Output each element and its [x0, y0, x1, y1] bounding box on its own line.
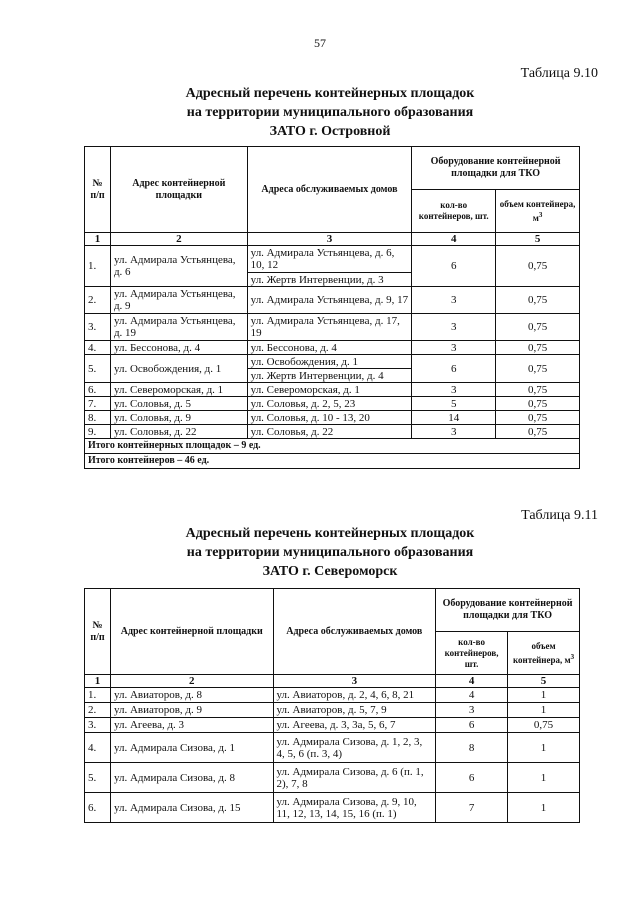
cell-count: 3 [412, 383, 496, 397]
cell-count: 14 [412, 411, 496, 425]
col-number: 2 [110, 675, 273, 688]
cell-address: ул. Освобождения, д. 1 [110, 355, 247, 383]
table-row [85, 355, 580, 369]
cell-count: 3 [412, 341, 496, 355]
cell-houses: ул. Адмирала Устьянцева, д. 6, 10, 12 [247, 246, 412, 273]
cell-houses: ул. Адмирала Устьянцева, д. 9, 17 [247, 287, 412, 314]
cell-num: 3. [85, 314, 111, 341]
col-number: 1 [85, 233, 111, 246]
cell-num: 2. [85, 287, 111, 314]
cell-houses: ул. Авиаторов, д. 5, 7, 9 [273, 703, 436, 718]
header-num: № п/п [85, 147, 111, 233]
heading-line: ЗАТО г. Островной [269, 124, 391, 139]
table-row [85, 287, 580, 314]
cell-address: ул. Адмирала Сизова, д. 8 [110, 763, 273, 793]
header-houses: Адреса обслуживаемых домов [273, 589, 436, 675]
table-row [85, 793, 580, 823]
cell-count: 4 [436, 688, 508, 703]
heading-line: Адресный перечень контейнерных площадок [185, 86, 475, 101]
cell-volume: 0,75 [496, 383, 580, 397]
total-sites: Итого контейнерных площадок – 9 ед. [85, 439, 580, 454]
table-heading [60, 524, 600, 581]
table-heading [60, 84, 600, 141]
table-row [85, 733, 580, 763]
total-sites-row [85, 439, 580, 454]
cell-volume: 0,75 [496, 355, 580, 383]
cell-volume: 1 [508, 733, 580, 763]
cell-volume: 1 [508, 703, 580, 718]
cell-volume: 1 [508, 793, 580, 823]
cell-houses: ул. Североморская, д. 1 [247, 383, 412, 397]
table-row [85, 341, 580, 355]
header-equipment: Оборудование контейнерной площадки для ТКО [436, 589, 580, 632]
table-row [85, 763, 580, 793]
cell-address: ул. Агеева, д. 3 [110, 718, 273, 733]
cell-houses: ул. Соловья, д. 10 - 13, 20 [247, 411, 412, 425]
col-number: 1 [85, 675, 111, 688]
cell-volume: 0,75 [496, 425, 580, 439]
cell-address: ул. Авиаторов, д. 8 [110, 688, 273, 703]
cell-address: ул. Адмирала Устьянцева, д. 9 [110, 287, 247, 314]
total-containers: Итого контейнеров – 46 ед. [85, 454, 580, 469]
table-row [85, 688, 580, 703]
table-row [85, 703, 580, 718]
cell-volume: 0,75 [496, 411, 580, 425]
header-num: № п/п [85, 589, 111, 675]
cell-volume: 1 [508, 688, 580, 703]
heading-line: на территории муниципального образования [186, 545, 474, 560]
header-address: Адрес контейнерной площадки [110, 589, 273, 675]
cell-houses: ул. Адмирала Сизова, д. 6 (п. 1, 2), 7, 8 [273, 763, 436, 793]
table-label: Таблица 9.10 [520, 66, 598, 81]
cell-num: 5. [85, 763, 111, 793]
containers-table-ostrovnoy [84, 146, 580, 469]
table-row [85, 411, 580, 425]
table-row [85, 425, 580, 439]
table-row [85, 383, 580, 397]
cell-num: 5. [85, 355, 111, 383]
cell-houses: ул. Соловья, д. 22 [247, 425, 412, 439]
cell-address: ул. Адмирала Устьянцева, д. 6 [110, 246, 247, 287]
cell-count: 6 [436, 763, 508, 793]
col-number: 3 [247, 233, 412, 246]
cell-count: 8 [436, 733, 508, 763]
cell-num: 3. [85, 718, 111, 733]
cell-num: 8. [85, 411, 111, 425]
cell-count: 3 [436, 703, 508, 718]
cell-houses: ул. Жертв Интервенции, д. 3 [247, 273, 412, 287]
cell-num: 6. [85, 383, 111, 397]
cell-volume: 0,75 [496, 341, 580, 355]
header-equipment: Оборудование контейнерной площадки для ТКО [412, 147, 580, 190]
cell-address: ул. Адмирала Устьянцева, д. 19 [110, 314, 247, 341]
cell-volume: 0,75 [496, 246, 580, 287]
col-number: 4 [412, 233, 496, 246]
cell-houses: ул. Агеева, д. 3, 3а, 5, 6, 7 [273, 718, 436, 733]
cell-count: 5 [412, 397, 496, 411]
total-containers-row [85, 454, 580, 469]
cell-num: 1. [85, 246, 111, 287]
cell-count: 3 [412, 314, 496, 341]
cell-address: ул. Бессонова, д. 4 [110, 341, 247, 355]
containers-table-severomorsk [84, 588, 580, 823]
cell-address: ул. Соловья, д. 22 [110, 425, 247, 439]
cell-volume: 0,75 [508, 718, 580, 733]
cell-houses: ул. Жертв Интервенции, д. 4 [247, 369, 412, 383]
heading-line: на территории муниципального образования [186, 105, 474, 120]
cell-volume: 0,75 [496, 397, 580, 411]
cell-address: ул. Адмирала Сизова, д. 15 [110, 793, 273, 823]
cell-houses: ул. Соловья, д. 2, 5, 23 [247, 397, 412, 411]
table-row [85, 246, 580, 273]
heading-line: ЗАТО г. Североморск [262, 564, 398, 579]
header-volume: объем контейнера, $м^3$ [508, 632, 580, 675]
column-numbers-row [85, 675, 580, 688]
table-row [85, 397, 580, 411]
table-label: Таблица 9.11 [521, 508, 598, 523]
col-number: 2 [110, 233, 247, 246]
cell-address: ул. Авиаторов, д. 9 [110, 703, 273, 718]
cell-houses: ул. Бессонова, д. 4 [247, 341, 412, 355]
cell-address: ул. Соловья, д. 9 [110, 411, 247, 425]
heading-line: Адресный перечень контейнерных площадок [185, 526, 475, 541]
col-number: 5 [496, 233, 580, 246]
col-number: 3 [273, 675, 436, 688]
cell-num: 1. [85, 688, 111, 703]
table-row [85, 314, 580, 341]
header-volume: объем контейнера, $м^3$ [496, 190, 580, 233]
cell-count: 3 [412, 425, 496, 439]
header-count: кол-во контейнеров, шт. [436, 632, 508, 675]
cell-num: 9. [85, 425, 111, 439]
page-number: 57 [314, 36, 326, 50]
col-number: 5 [508, 675, 580, 688]
header-houses: Адреса обслуживаемых домов [247, 147, 412, 233]
cell-count: 6 [412, 246, 496, 287]
cell-volume: 1 [508, 763, 580, 793]
cell-count: 6 [436, 718, 508, 733]
cell-houses: ул. Освобождения, д. 1 [247, 355, 412, 369]
col-number: 4 [436, 675, 508, 688]
column-numbers-row [85, 233, 580, 246]
cell-houses: ул. Адмирала Устьянцева, д. 17, 19 [247, 314, 412, 341]
cell-houses: ул. Авиаторов, д. 2, 4, 6, 8, 21 [273, 688, 436, 703]
table-row [85, 718, 580, 733]
cell-num: 4. [85, 341, 111, 355]
cell-houses: ул. Адмирала Сизова, д. 1, 2, 3, 4, 5, 6 (п. 3, 4) [273, 733, 436, 763]
cell-num: 6. [85, 793, 111, 823]
cell-address: ул. Соловья, д. 5 [110, 397, 247, 411]
header-count: кол-во контейнеров, шт. [412, 190, 496, 233]
cell-num: 7. [85, 397, 111, 411]
cell-houses: ул. Адмирала Сизова, д. 9, 10, 11, 12, 13, 14, 15, 16 (п. 1) [273, 793, 436, 823]
cell-volume: 0,75 [496, 314, 580, 341]
cell-count: 3 [412, 287, 496, 314]
cell-num: 4. [85, 733, 111, 763]
cell-address: ул. Адмирала Сизова, д. 1 [110, 733, 273, 763]
header-address: Адрес контейнерной площадки [110, 147, 247, 233]
cell-num: 2. [85, 703, 111, 718]
cell-volume: 0,75 [496, 287, 580, 314]
cell-count: 6 [412, 355, 496, 383]
cell-address: ул. Североморская, д. 1 [110, 383, 247, 397]
cell-count: 7 [436, 793, 508, 823]
